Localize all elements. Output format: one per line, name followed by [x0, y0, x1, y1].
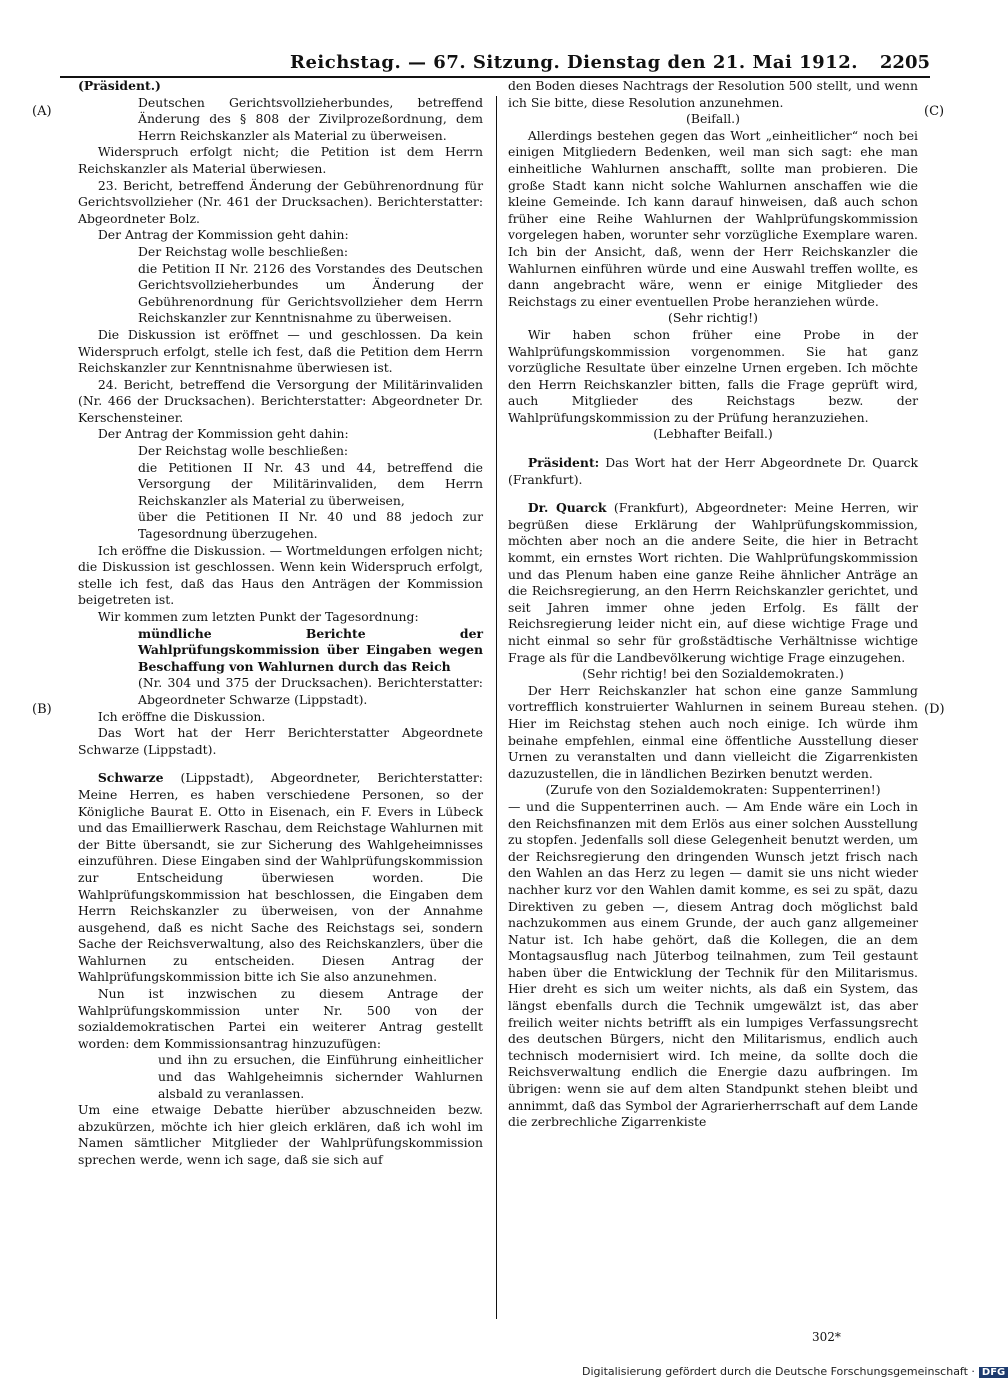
paragraph: die Petitionen II Nr. 43 und 44, betreffend die Versorgung der Militärinvaliden, dem Herrn Reichskanzler als Material zu überweisen, — [138, 459, 483, 508]
paragraph: Die Diskussion ist eröffnet — und geschlossen. Da kein Widerspruch erfolgt, stelle ich fest, daß die Petition dem Herrn Reichskanzler zur Kenntnisnahme überwiesen ist. — [78, 326, 483, 376]
paragraph: Das Wort hat der Herr Berichterstatter Abgeordnete Schwarze (Lippstadt). — [78, 725, 483, 757]
header-title: Reichstag. — 67. Sitzung. Dienstag den 21. Mai 1912. — [290, 52, 859, 73]
paragraph: über die Petitionen II Nr. 40 und 88 jedoch zur Tagesordnung überzugehen. — [138, 509, 483, 542]
interjection: (Lebhafter Beifall.) — [653, 426, 773, 442]
running-header — [60, 52, 930, 76]
page-number: 2205 — [879, 52, 930, 73]
speaker-name: Dr. Quarck — [527, 500, 607, 516]
paragraph: Der Reichstag wolle beschließen: — [138, 243, 349, 259]
speech-paragraph — [508, 500, 918, 666]
interjection: (Beifall.) — [686, 111, 740, 127]
paragraph: Ich eröffne die Diskussion. — [97, 708, 266, 724]
paragraph: Ich eröffne die Diskussion. — Wortmeldungen erfolgen nicht; die Diskussion ist geschlossen. Wenn kein Widerspruch erfolgt, stelle ich fest, daß das Haus den Anträgen der Kommission beigetreten ist. — [78, 542, 483, 608]
footer — [582, 1365, 1008, 1378]
margin-mark-d: (D) — [924, 702, 945, 717]
interjection: (Sehr richtig!) — [668, 310, 758, 326]
right-column — [508, 78, 918, 1131]
paragraph: Der Reichstag wolle beschließen: — [138, 443, 349, 459]
left-column — [78, 78, 483, 1169]
signature-mark: 302* — [812, 1330, 841, 1344]
paragraph: Der Antrag der Kommission geht dahin: — [97, 426, 349, 442]
president-statement — [508, 455, 918, 488]
paragraph: den Boden dieses Nachtrags der Resolution 500 stellt, und wenn ich Sie bitte, diese Resolution anzunehmen. — [508, 78, 918, 110]
speech-text: (Frankfurt), Abgeordneter: Meine Herren, wir begrüßen diese Erklärung der Wahlprüfungskommission, möchten aber noch an die andere Seite, die hier in Betracht kommt, ein ernstes Wort richten. Die Wahlprüfungskommission und das Plenum haben eine ganze Reihe ähnlicher Anträge an die Reichsregierung, an den Herrn Reichskanzler gerichtet, und seit Jahren immer ohne jeden Erfolg. Es fällt der Reichsregierung leider nicht ein, auf diese wichtige Frage und nicht einmal so sehr für großstädtische Verhältnisse wichtige Frage als für die Landbevölkerung wichtige Frage einzugehen. — [508, 500, 918, 665]
paragraph: Deutschen Gerichtsvollzieherbundes, betreffend Änderung des § 808 der Zivilprozeßordnung, dem Herrn Reichskanzler als Material zu überweisen. — [138, 94, 483, 143]
agenda-heading: mündliche Berichte der Wahlprüfungskommission über Eingaben wegen Beschaffung von Wahlurnen durch das Reich — [138, 625, 483, 674]
paragraph: Allerdings bestehen gegen das Wort „einheitlicher“ noch bei einigen Mitgliedern Bedenken, weil man sich sagt: ehe man einheitliche Wahlurnen anschafft, sollte man probieren. Die große Stadt kann nicht solche Wahlurnen anschaffen wie die kleine Gemeinde. Ich kann darauf hinweisen, daß auch schon früher eine Reihe Wahlurnen der Wahlprüfungskommission vorgelegen haben, worunter sehr vorzügliche Exemplare waren. Ich bin der Ansicht, daß, wenn der Herr Reichskanzler die Wahlurnen einführen würde und eine Auswahl treffen wollte, es dann angebracht wäre, wenn er einige Mitglieder des Reichstags zu einer eventuellen Probe heranziehen würde. — [508, 127, 918, 309]
paragraph: Der Antrag der Kommission geht dahin: — [97, 227, 349, 243]
speaker-tag: (Präsident.) — [78, 78, 161, 93]
paragraph: Wir kommen zum letzten Punkt der Tagesordnung: — [97, 609, 419, 624]
paragraph: die Petition II Nr. 2126 des Vorstandes des Deutschen Gerichtsvollzieherbundes um Änderung der Gebührenordnung für Gerichtsvollzieher dem Herrn Reichskanzler zur Kenntnisnahme zu überweisen. — [138, 260, 483, 326]
paragraph: — und die Suppenterrinen auch. — Am Ende wäre ein Loch in den Reichsfinanzen mit dem Erlös aus einer solchen Ausstellung zu stopfen. Jedenfalls soll diese Gelegenheit benutzt werden, um der Reichsregierung den dringenden Wunsch jetzt frisch nach den Wahlen an das Herz zu legen — damit sie uns nicht wieder nachher kurz vor den Wahlen damit komme, es sei zu spät, dazu Direktiven zu geben —, diesem Antrag doch möglichst bald nachzukommen aus einem Grunde, der auch ganz allgemeiner Natur ist. Ich habe gehört, daß die Kollegen, die an dem Montagsausflug nach Jüterbog teilnahmen, zum Teil gestaunt haben über die Entwicklung der Technik für den Militarismus. Hier dreht es sich um weiter nichts, als daß ein System, das längst ebenfalls durch die Technik umgewälzt ist, das aber freilich weiter nichts betrifft als ein lumpiges Verfassungsrecht des deutschen Bürgers, nicht den Militarismus, endlich auch technisch modernisiert wird. Ich meine, da sollte doch die Reichsverwaltung endlich die Energie dazu aufbringen. Im übrigen: wenn sie auf dem alten Standpunkt stehen bleibt und annimmt, daß das Symbol der Agrarierherrschaft auf dem Lande die zerbrechliche Zigarrenkiste — [508, 798, 918, 1130]
dfg-logo: DFG — [979, 1367, 1008, 1378]
paragraph: Widerspruch erfolgt nicht; die Petition ist dem Herrn Reichskanzler als Material überwiesen. — [78, 144, 483, 176]
column-divider — [496, 96, 497, 1319]
agenda-item-23: 23. Bericht, betreffend Änderung der Gebührenordnung für Gerichtsvollzieher (Nr. 461 der Drucksachen). Berichterstatter: Abgeordneter Bolz. — [78, 177, 483, 226]
agenda-item-24: 24. Bericht, betreffend die Versorgung der Militärinvaliden (Nr. 466 der Drucksachen). Berichterstatter: Abgeordneter Dr. Kerschensteiner. — [78, 376, 483, 425]
paragraph: Wir haben schon früher eine Probe in der Wahlprüfungskommission vorgenommen. Sie hat ganz vorzügliche Resultate über einzelne Urnen ergeben. Ich möchte den Herrn Reichskanzler bitten, falls die Frage geprüft wird, auch Mitglieder des Reichstags bezw. der Wahlprüfungskommission zu der Prüfung heranzuziehen. — [508, 326, 918, 425]
margin-mark-c: (C) — [924, 104, 945, 119]
interjection: (Sehr richtig! bei den Sozialdemokraten.) — [582, 666, 844, 682]
paragraph: Um eine etwaige Debatte hierüber abzuschneiden bezw. abzukürzen, möchte ich hier gleich erklären, daß ich wohl im Namen sämtlicher Mitglieder der Wahlprüfungskommission sprechen werde, wenn ich sage, daß sie sich auf — [78, 1102, 483, 1167]
speaker-name: Präsident: — [527, 455, 600, 471]
margin-mark-b: (B) — [32, 702, 52, 717]
quoted-motion: und ihn zu ersuchen, die Einführung einheitlicher und das Wahlgeheimnis sichernder Wahlurnen alsbald zu veranlassen. — [158, 1052, 483, 1101]
paragraph: Der Herr Reichskanzler hat schon eine ganze Sammlung vortrefflich konstruierter Wahlurnen in seinem Bureau stehen. Hier im Reichstag stehen auch noch einige. Ich würde ihm beinahe empfehlen, einmal eine öffentliche Ausstellung dieser Urnen zu veranstalten und dann vielleicht die Zigarrenkisten dazuzustellen, die in ländlichen Bezirken benutzt werden. — [508, 682, 918, 781]
speaker-name: Schwarze — [97, 770, 164, 786]
footer-text: Digitalisierung gefördert durch die Deutsche Forschungsgemeinschaft · — [582, 1365, 975, 1378]
statement-text: Das Wort hat der Herr Abgeordnete Dr. Quarck (Frankfurt). — [508, 455, 918, 487]
interjection: (Zurufe von den Sozialdemokraten: Suppenterrinen!) — [545, 782, 881, 798]
speech-text: (Lippstadt), Abgeordneter, Berichterstatter: Meine Herren, es haben verschiedene Personen, so der Königliche Baurat E. Otto in Eisenach, ein F. Evers in Lübeck und das Emaillierwerk Raschau, dem Reichstage Wahlurnen mit der Bitte übersandt, sie zur Sicherung des Wahlgeheimnisses einzuführen. Diese Eingaben sind der Wahlprüfungskommission zur Entscheidung überwiesen worden. Die Wahlprüfungskommission hat beschlossen, die Eingaben dem Herrn Reichskanzler zu überweisen, von der Annahme ausgehend, daß es nicht Sache des Reichstags sei, sondern Sache der Reichsverwaltung, also des Reichskanzlers, über die Wahlurnen zu entscheiden. Diesen Antrag der Wahlprüfungskommission bitte ich Sie also anzunehmen. — [78, 770, 483, 985]
paragraph: (Nr. 304 und 375 der Drucksachen). Berichterstatter: Abgeordneter Schwarze (Lippstadt). — [138, 675, 483, 707]
margin-mark-a: (A) — [32, 104, 52, 119]
speech-paragraph — [78, 770, 483, 986]
paragraph: Nun ist inzwischen zu diesem Antrage der Wahlprüfungskommission unter Nr. 500 von der sozialdemokratischen Partei ein weiterer Antrag gestellt worden: dem Kommissionsantrag hinzuzufügen: — [78, 986, 483, 1051]
